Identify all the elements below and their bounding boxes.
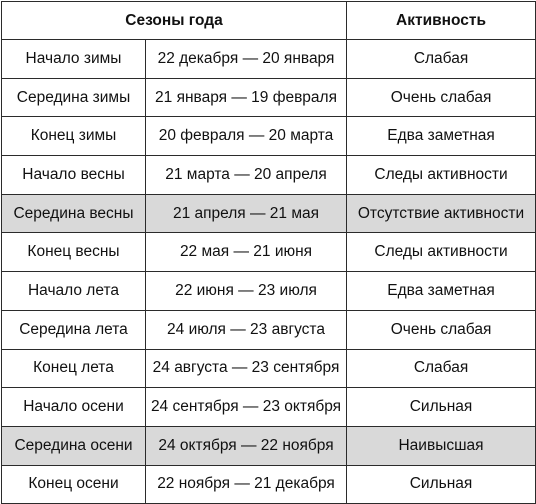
period-cell: Начало осени	[2, 388, 146, 427]
dates-cell: 24 августа — 23 сентября	[146, 349, 347, 388]
table-row	[2, 465, 536, 504]
period-cell: Начало лета	[2, 272, 146, 311]
dates-cell: 24 сентября — 23 октября	[146, 388, 347, 427]
dates-cell: 20 февраля — 20 марта	[146, 117, 347, 156]
season-column-header: Сезоны года	[2, 2, 347, 40]
dates-cell: 22 мая — 21 июня	[146, 233, 347, 272]
table-row	[2, 426, 536, 465]
activity-cell: Слабая	[347, 349, 536, 388]
table-body	[2, 40, 536, 504]
period-cell: Начало весны	[2, 156, 146, 195]
activity-cell: Едва заметная	[347, 272, 536, 311]
dates-cell: 22 декабря — 20 января	[146, 40, 347, 79]
period-cell: Начало зимы	[2, 40, 146, 79]
period-cell: Середина зимы	[2, 78, 146, 117]
period-cell: Середина лета	[2, 310, 146, 349]
period-cell: Конец весны	[2, 233, 146, 272]
period-cell: Конец лета	[2, 349, 146, 388]
activity-cell: Следы активности	[347, 156, 536, 195]
activity-cell: Сильная	[347, 388, 536, 427]
dates-cell: 22 ноября — 21 декабря	[146, 465, 347, 504]
dates-cell: 21 января — 19 февраля	[146, 78, 347, 117]
seasons-activity-table	[1, 1, 536, 504]
dates-cell: 22 июня — 23 июля	[146, 272, 347, 311]
activity-cell: Очень слабая	[347, 310, 536, 349]
activity-cell: Очень слабая	[347, 78, 536, 117]
table-row	[2, 388, 536, 427]
activity-cell: Наивысшая	[347, 426, 536, 465]
activity-cell: Слабая	[347, 40, 536, 79]
table-row	[2, 117, 536, 156]
period-cell: Конец зимы	[2, 117, 146, 156]
activity-cell: Едва заметная	[347, 117, 536, 156]
period-cell: Середина осени	[2, 426, 146, 465]
table-header	[2, 2, 536, 40]
activity-cell: Сильная	[347, 465, 536, 504]
period-cell: Конец осени	[2, 465, 146, 504]
header-row	[2, 2, 536, 40]
dates-cell: 24 октября — 22 ноября	[146, 426, 347, 465]
table-row	[2, 78, 536, 117]
table-row	[2, 310, 536, 349]
table-row	[2, 194, 536, 233]
table-row	[2, 233, 536, 272]
table-row	[2, 40, 536, 79]
activity-cell: Отсутствие активности	[347, 194, 536, 233]
dates-cell: 21 марта — 20 апреля	[146, 156, 347, 195]
period-cell: Середина весны	[2, 194, 146, 233]
table-row	[2, 349, 536, 388]
table-row	[2, 272, 536, 311]
activity-cell: Следы активности	[347, 233, 536, 272]
activity-column-header: Активность	[347, 2, 536, 40]
dates-cell: 24 июля — 23 августа	[146, 310, 347, 349]
dates-cell: 21 апреля — 21 мая	[146, 194, 347, 233]
table-row	[2, 156, 536, 195]
